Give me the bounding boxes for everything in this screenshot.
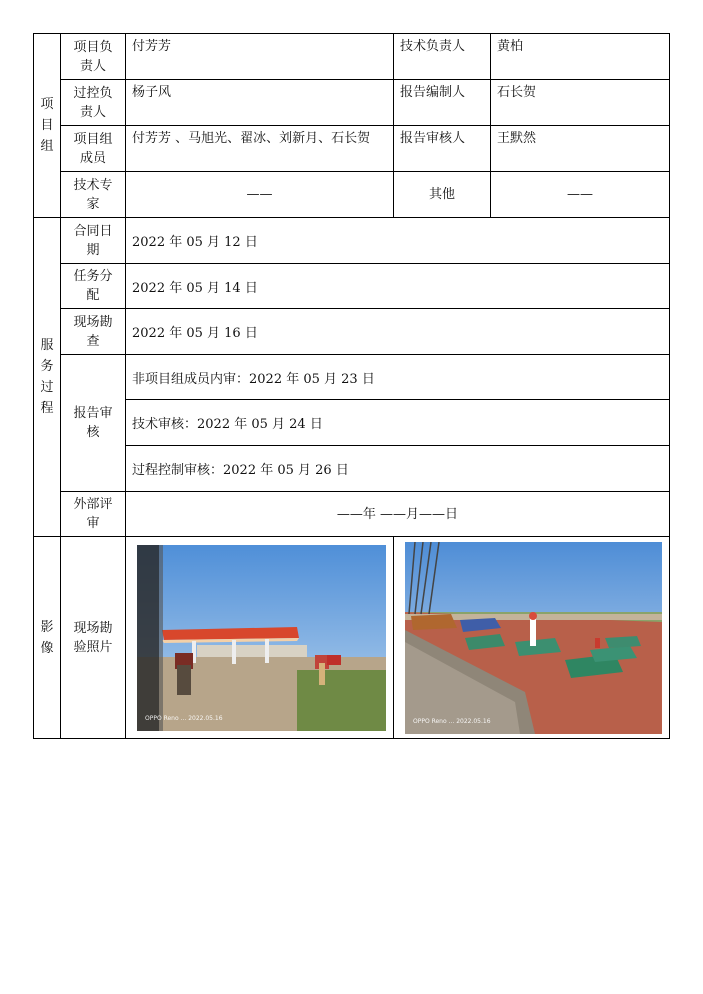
external-review-value: ——年 ——月——日: [126, 492, 670, 537]
report-review-label: 报告审 核: [61, 355, 126, 492]
task-assign-label: 任务分 配: [61, 264, 126, 309]
report-compiler-value: 石长贺: [491, 80, 670, 126]
project-members-label: 项目组 成员: [61, 126, 126, 172]
photo-cell-2: [394, 537, 670, 739]
tech-expert-label: 技术专 家: [61, 172, 126, 218]
project-group-section-label: 项 目 组: [34, 34, 61, 218]
photo2-watermark-text: OPPO Reno ... 2022.05.16: [413, 717, 491, 725]
site-photos-label: 现场勘 验照片: [61, 537, 126, 739]
project-leader-label: 项目负 责人: [61, 34, 126, 80]
site-survey-value: 2022 年 05 月 16 日: [126, 309, 670, 355]
tech-leader-value: 黄柏: [491, 34, 670, 80]
process-control-leader-label: 过控负 责人: [61, 80, 126, 126]
project-leader-value: 付芳芳: [126, 34, 394, 80]
project-members-value: 付芳芳 、马旭光、翟冰、刘新月、石长贺: [126, 126, 394, 172]
contract-date-value: 2022 年 05 月 12 日: [126, 218, 670, 264]
tech-leader-label: 技术负责人: [394, 34, 491, 80]
tech-expert-value: ——: [126, 172, 394, 218]
process-control-review-date: 过程控制审核：2022 年 05 月 26 日: [126, 446, 670, 492]
tech-review-date: 技术审核：2022 年 05 月 24 日: [126, 400, 670, 446]
service-process-section-label: 服 务 过 程: [34, 218, 61, 537]
external-review-label: 外部评 审: [61, 492, 126, 537]
other-value: ——: [491, 172, 670, 218]
process-control-leader-value: 杨子风: [126, 80, 394, 126]
photo1-watermark-text: OPPO Reno ... 2022.05.16: [145, 714, 223, 722]
site-photo-rooftop-tanks: [405, 542, 662, 734]
contract-date-label: 合同日 期: [61, 218, 126, 264]
report-info-table: [33, 33, 670, 739]
site-photo-gas-station: [137, 545, 386, 731]
task-assign-value: 2022 年 05 月 14 日: [126, 264, 670, 309]
images-section-label: 影 像: [34, 537, 61, 739]
internal-review-date: 非项目组成员内审：2022 年 05 月 23 日: [126, 355, 670, 400]
site-survey-label: 现场勘 查: [61, 309, 126, 355]
report-reviewer-value: 王默然: [491, 126, 670, 172]
report-reviewer-label: 报告审核人: [394, 126, 491, 172]
other-label: 其他: [394, 172, 491, 218]
report-compiler-label: 报告编制人: [394, 80, 491, 126]
photo-cell-1: [126, 537, 394, 739]
